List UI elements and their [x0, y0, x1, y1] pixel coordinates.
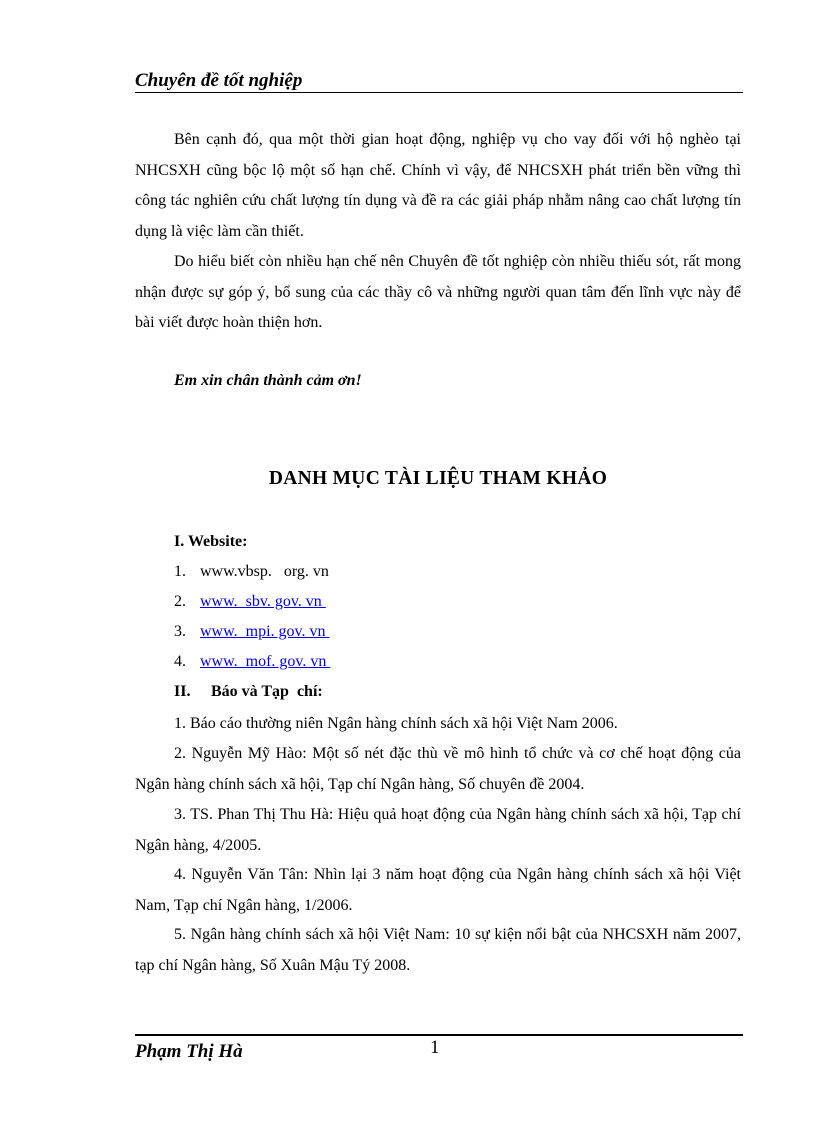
journals-heading-number: II.: [174, 683, 191, 700]
website-item-number: 4.: [174, 653, 186, 670]
website-item: [174, 653, 330, 671]
references-title: DANH MỤC TÀI LIỆU THAM KHẢO: [268, 468, 608, 489]
journals-heading: [174, 683, 323, 701]
website-item: [174, 623, 329, 641]
journal-reference: 1. Báo cáo thường niên Ngân hàng chính sách xã hội Việt Nam 2006.: [174, 715, 618, 732]
website-item: [174, 563, 329, 581]
body-paragraph-1: Bên cạnh đó, qua một thời gian hoạt động, nghiệp vụ cho vay đối với hộ nghèo tại NHCSXH cũng bộc lộ một số hạn chế. Chính vì vậy, để NHCSXH phát triển bền vững thì công tác nghiên cứu chất lượng tín dụng và đề ra các giải pháp nhằm nâng cao chất lượng tín dụng là việc làm cần thiết.: [135, 131, 741, 240]
footer-author: Phạm Thị Hà: [135, 1041, 243, 1062]
website-item-number: 1.: [174, 563, 186, 580]
header-rule: [135, 92, 743, 93]
website-link-mpi[interactable]: www. mpi. gov. vn: [200, 623, 330, 640]
website-item-number: 2.: [174, 593, 186, 610]
website-link-vbsp: www.vbsp. org. vn: [200, 563, 329, 580]
body-paragraph-2: Do hiểu biết còn nhiều hạn chế nên Chuyên đề tốt nghiệp còn nhiều thiếu sót, rất mong nhận được sự góp ý, bổ sung của các thầy cô và những người quan tâm đến lĩnh vực này để bài viết được hoàn thiện hơn.: [135, 253, 741, 331]
website-link-sbv[interactable]: www. sbv. gov. vn: [200, 593, 326, 610]
journal-reference: 3. TS. Phan Thị Thu Hà: Hiệu quả hoạt động của Ngân hàng chính sách xã hội, Tạp chí Ngân hàng, 4/2005.: [135, 806, 741, 854]
websites-heading: I. Website:: [174, 533, 248, 550]
thanks-line: Em xin chân thành cảm ơn!: [174, 372, 362, 389]
journal-reference: 5. Ngân hàng chính sách xã hội Việt Nam: 10 sự kiện nổi bật của NHCSXH năm 2007, tạp chí Ngân hàng, Số Xuân Mậu Tý 2008.: [135, 926, 741, 974]
website-item-number: 3.: [174, 623, 186, 640]
journal-reference: 2. Nguyễn Mỹ Hào: Một số nét đặc thù về mô hình tổ chức và cơ chế hoạt động của Ngân hàng chính sách xã hội, Tạp chí Ngân hàng, Số chuyên đề 2004.: [135, 745, 741, 793]
journal-reference: 4. Nguyễn Văn Tân: Nhìn lại 3 năm hoạt động của Ngân hàng chính sách xã hội Việt Nam, Tạp chí Ngân hàng, 1/2006.: [135, 866, 741, 914]
journals-heading-text: Báo và Tạp chí:: [211, 683, 323, 700]
page-number: 1: [430, 1037, 440, 1058]
footer-rule: [135, 1034, 743, 1036]
page-header-title: Chuyên đề tốt nghiệp: [135, 70, 303, 91]
website-link-mof[interactable]: www. mof. gov. vn: [200, 653, 331, 670]
website-item: [174, 593, 326, 611]
